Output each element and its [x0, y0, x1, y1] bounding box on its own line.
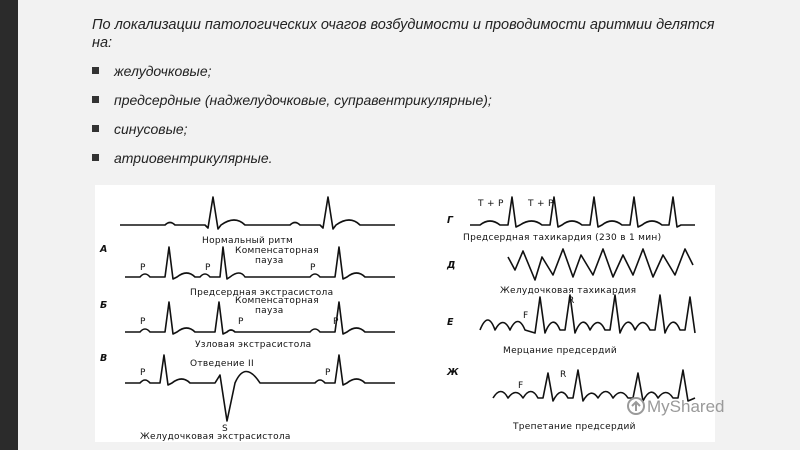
pause-label-b-1: Компенсаторная	[235, 296, 319, 306]
watermark-text: MyShared	[647, 397, 725, 416]
bullet-item: атриовентрикулярные.	[92, 149, 732, 167]
intro-text: По локализации патологических очагов возбудимости и проводимости аритмии делятся на:	[92, 17, 715, 51]
panel-letter-e: Е	[447, 317, 454, 328]
panel-b	[100, 296, 395, 350]
caption-e: Мерцание предсердий	[503, 346, 617, 356]
ecg-trace-normal	[120, 197, 395, 229]
pause-label-b-2: пауза	[255, 306, 284, 316]
wave-label-f: F	[518, 381, 524, 391]
panel-normal	[120, 197, 395, 246]
watermark-logo-icon	[628, 398, 644, 414]
wave-label-p: P	[140, 317, 146, 327]
lead-label: Отведение II	[190, 359, 254, 369]
ecg-figure-svg	[95, 185, 725, 442]
wave-label-p: P	[140, 263, 146, 273]
panel-e	[447, 295, 695, 356]
wave-label-p: P	[325, 368, 331, 378]
wave-label-p: P	[310, 263, 316, 273]
bullet-list	[92, 62, 732, 167]
wave-label-s: S	[222, 424, 229, 434]
bullet-item: синусовые;	[92, 120, 732, 138]
caption-g: Предсердная тахикардия (230 в 1 мин)	[463, 233, 662, 243]
wave-label-p: P	[205, 263, 211, 273]
caption-normal: Нормальный ритм	[202, 236, 294, 246]
bullet-square-icon	[92, 125, 99, 132]
bullet-square-icon	[92, 154, 99, 161]
panel-d	[446, 249, 693, 296]
caption-a: Предсердная экстрасистола	[190, 288, 334, 298]
panel-letter-d: Д	[447, 260, 456, 271]
ecg-trace-g	[470, 197, 695, 227]
label-t-p: T + P	[478, 199, 504, 209]
caption-b: Узловая экстрасистола	[195, 340, 312, 350]
panel-g	[447, 197, 695, 243]
bullet-square-icon	[92, 96, 99, 103]
wave-label-r: R	[568, 296, 575, 306]
panel-letter-v: В	[100, 353, 108, 364]
caption-d: Желудочковая тахикардия	[500, 286, 637, 296]
wave-label-p: P	[140, 368, 146, 378]
slide-left-bar	[0, 0, 18, 450]
panel-letter-a: А	[100, 244, 108, 255]
ecg-trace-d	[508, 249, 693, 280]
bullet-square-icon	[92, 67, 99, 74]
panel-a	[99, 244, 395, 298]
slide-text	[92, 16, 732, 178]
panel-v	[100, 353, 395, 442]
panel-letter-b: Б	[100, 300, 108, 311]
wave-label-f: F	[523, 311, 529, 321]
pause-label-a-2: пауза	[255, 256, 284, 266]
watermark	[628, 397, 724, 416]
bullet-item: предсердные (наджелудочковые, суправентрикулярные);	[92, 91, 732, 109]
label-t-p: T + P	[528, 199, 554, 209]
panel-letter-zh: Ж	[447, 367, 459, 378]
wave-label-p: P	[238, 317, 244, 327]
wave-label-r: R	[560, 370, 567, 380]
ecg-trace-e	[480, 295, 695, 333]
ecg-figure	[95, 185, 725, 442]
bullet-item: желудочковые;	[92, 62, 732, 80]
wave-label-p: P	[333, 317, 339, 327]
panel-letter-g: Г	[447, 215, 454, 226]
caption-zh: Трепетание предсердий	[513, 422, 636, 432]
ecg-trace-v	[125, 355, 395, 421]
caption-v: Желудочковая экстрасистола	[140, 432, 291, 442]
pause-label-a-1: Компенсаторная	[235, 246, 319, 256]
